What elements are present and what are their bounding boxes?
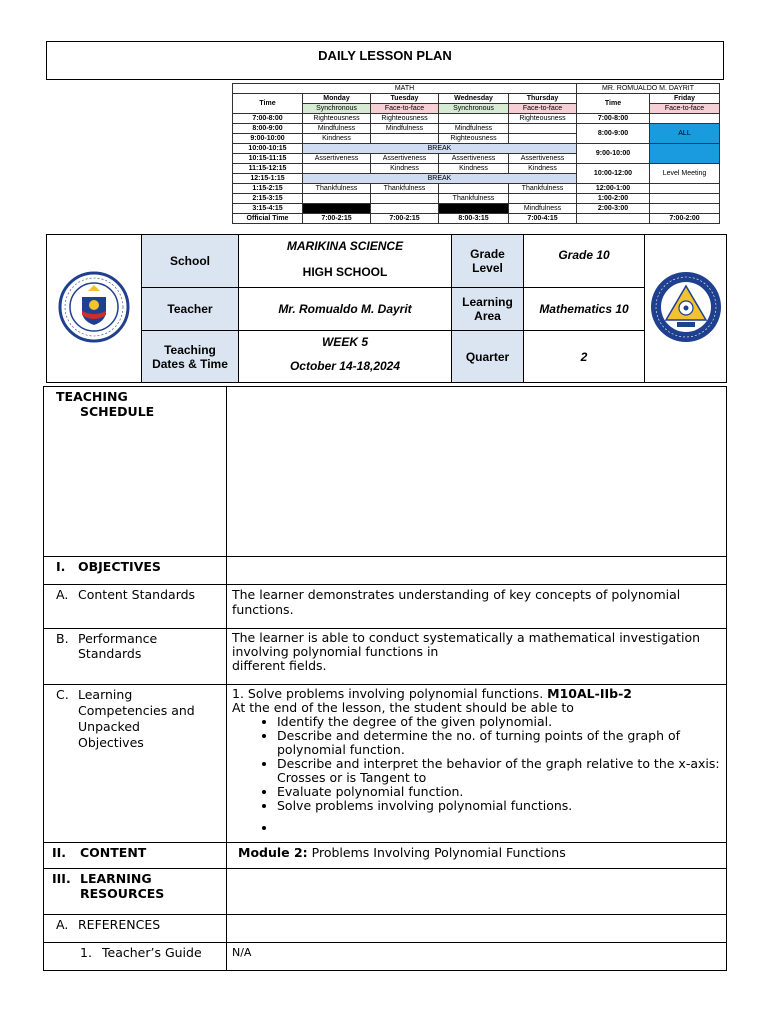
performance-text: The learner is able to conduct systematically a mathematical investigation involving polynomial functions in bbox=[232, 630, 701, 659]
content-value bbox=[227, 843, 727, 869]
right-time: 7:00-8:00 bbox=[577, 114, 650, 124]
cell bbox=[439, 184, 509, 194]
cell: Thankfulness bbox=[509, 184, 577, 194]
row-time: 10:00-10:15 bbox=[233, 144, 303, 154]
references-text: REFERENCES bbox=[78, 917, 161, 932]
mode-friday: Face-to-face bbox=[650, 104, 720, 114]
mode-monday: Synchronous bbox=[303, 104, 371, 114]
competencies-line: Objectives bbox=[78, 735, 144, 750]
objective-item bbox=[277, 821, 721, 835]
content-standards-text: Content Standards bbox=[78, 587, 196, 602]
deped-seal-icon bbox=[58, 271, 130, 343]
time-header-right: Time bbox=[577, 94, 650, 114]
cell: Righteousness bbox=[439, 134, 509, 144]
mode-thursday: Face-to-face bbox=[509, 104, 577, 114]
references-label bbox=[44, 915, 227, 943]
teachers-guide-label bbox=[44, 943, 227, 971]
quarter-label: Quarter bbox=[452, 331, 524, 383]
cell: Thankfulness bbox=[303, 184, 371, 194]
area-value: Mathematics 10 bbox=[524, 288, 645, 331]
official-time: 7:00-4:15 bbox=[509, 214, 577, 224]
cell: Mindfulness bbox=[439, 124, 509, 134]
dates-label-line: Teaching bbox=[164, 342, 216, 357]
official-time: 7:00-2:15 bbox=[303, 214, 371, 224]
schedule-table bbox=[232, 83, 720, 224]
objective-item: • Describe and determine the no. of turning points of the graph of polynomial function. bbox=[277, 729, 721, 757]
right-time: 2:00-3:00 bbox=[577, 204, 650, 214]
school-label: School bbox=[142, 235, 239, 288]
references-value bbox=[227, 915, 727, 943]
day-monday: Monday bbox=[303, 94, 371, 104]
cell: Mindfulness bbox=[371, 124, 439, 134]
friday-blue-cell bbox=[650, 144, 720, 164]
grade-label-line: Level bbox=[472, 261, 503, 275]
performance-standards-label bbox=[44, 629, 227, 685]
mode-tuesday: Face-to-face bbox=[371, 104, 439, 114]
friday-meeting: Level Meeting bbox=[650, 164, 720, 184]
break-row: BREAK bbox=[303, 144, 577, 154]
cell: Mindfulness bbox=[303, 124, 371, 134]
friday-cell bbox=[650, 184, 720, 194]
break-row: BREAK bbox=[303, 174, 577, 184]
objective-item: • Identify the degree of the given polynomial. bbox=[277, 715, 721, 729]
competencies-line: Competencies and bbox=[78, 703, 195, 718]
row-time: 2:15-3:15 bbox=[233, 194, 303, 204]
competencies-label bbox=[44, 685, 227, 843]
objective-item: • Describe and interpret the behavior of the graph relative to the x-axis: Crosses or is Tangent to bbox=[277, 757, 721, 785]
mode-wednesday: Synchronous bbox=[439, 104, 509, 114]
right-time: 9:00-10:00 bbox=[577, 144, 650, 164]
row-time: 12:15-1:15 bbox=[233, 174, 303, 184]
cell bbox=[577, 214, 650, 224]
cell bbox=[371, 194, 439, 204]
area-label-line: Area bbox=[474, 309, 501, 323]
cell bbox=[303, 194, 371, 204]
mshs-seal bbox=[645, 235, 727, 383]
competency-intro: At the end of the lesson, the student should be able to bbox=[232, 700, 574, 715]
cell: Kindness bbox=[303, 134, 371, 144]
day-tuesday: Tuesday bbox=[371, 94, 439, 104]
school-value bbox=[239, 235, 452, 288]
row-time: 11:15-12:15 bbox=[233, 164, 303, 174]
row-time: 8:00-9:00 bbox=[233, 124, 303, 134]
teachers-guide-value: N/A bbox=[227, 943, 727, 971]
cell bbox=[371, 204, 439, 214]
teacher-value: Mr. Romualdo M. Dayrit bbox=[239, 288, 452, 331]
cell bbox=[509, 194, 577, 204]
right-time: 8:00-9:00 bbox=[577, 124, 650, 144]
cell: Thankfulness bbox=[371, 184, 439, 194]
official-time: 7:00-2:15 bbox=[371, 214, 439, 224]
school-line-1: MARIKINA SCIENCE bbox=[286, 239, 404, 253]
dates-value bbox=[239, 331, 452, 383]
deped-seal bbox=[47, 235, 142, 383]
resources-line: RESOURCES bbox=[80, 886, 165, 901]
area-label bbox=[452, 288, 524, 331]
week-value: WEEK 5 bbox=[321, 334, 368, 349]
objective-item: • Solve problems involving polynomial functions. bbox=[277, 799, 721, 813]
friday-all: ALL bbox=[650, 124, 720, 144]
resources-value bbox=[227, 869, 727, 915]
cell: Righteousness bbox=[509, 114, 577, 124]
teaching-schedule-line: TEACHING bbox=[56, 389, 128, 404]
teacher-label: Teacher bbox=[142, 288, 239, 331]
official-time: 8:00-3:15 bbox=[439, 214, 509, 224]
item-number: 1. bbox=[80, 945, 92, 960]
cell bbox=[371, 134, 439, 144]
cell bbox=[439, 114, 509, 124]
cell bbox=[509, 124, 577, 134]
competencies-line: Unpacked bbox=[78, 719, 140, 734]
module-text: Problems Involving Polynomial Functions bbox=[311, 845, 566, 860]
item-letter: B. bbox=[56, 631, 69, 646]
dates-label bbox=[142, 331, 239, 383]
item-letter: A. bbox=[56, 587, 69, 602]
teaching-schedule-label bbox=[44, 387, 227, 557]
resources-label bbox=[44, 869, 227, 915]
competencies-value bbox=[227, 685, 727, 843]
grade-label bbox=[452, 235, 524, 288]
friday-cell bbox=[650, 114, 720, 124]
performance-line: Standards bbox=[78, 646, 142, 661]
cell: Assertiveness bbox=[509, 154, 577, 164]
objectives-text: OBJECTIVES bbox=[78, 559, 161, 574]
content-text: CONTENT bbox=[80, 845, 147, 860]
schedule-teacher-name: MR. ROMUALDO M. DAYRIT bbox=[577, 84, 720, 94]
performance-standards-value bbox=[227, 629, 727, 685]
resources-line: LEARNING bbox=[80, 871, 152, 886]
area-label-line: Learning bbox=[462, 295, 513, 309]
competencies-line: Learning bbox=[78, 687, 133, 702]
teachers-guide-text: Teacher’s Guide bbox=[102, 945, 202, 960]
mshs-seal-icon bbox=[649, 270, 723, 344]
row-time: 7:00-8:00 bbox=[233, 114, 303, 124]
teaching-schedule-line: SCHEDULE bbox=[80, 404, 155, 419]
objectives-list bbox=[232, 715, 721, 835]
cell: Assertiveness bbox=[439, 154, 509, 164]
section-number: II. bbox=[52, 845, 67, 860]
cell: Thankfulness bbox=[439, 194, 509, 204]
blocked-cell bbox=[439, 204, 509, 214]
friday-cell bbox=[650, 194, 720, 204]
content-label bbox=[44, 843, 227, 869]
row-time: 9:00-10:00 bbox=[233, 134, 303, 144]
cell bbox=[509, 134, 577, 144]
school-line-2: HIGH SCHOOL bbox=[302, 265, 388, 279]
objectives-value bbox=[227, 557, 727, 585]
time-header: Time bbox=[233, 94, 303, 114]
performance-line: Performance bbox=[78, 631, 158, 646]
teaching-schedule-value bbox=[227, 387, 727, 557]
competency-lead bbox=[232, 687, 721, 701]
schedule-subject: MATH bbox=[233, 84, 577, 94]
grade-label-line: Grade bbox=[470, 247, 505, 261]
official-label: Official Time bbox=[233, 214, 303, 224]
cell: Mindfulness bbox=[509, 204, 577, 214]
row-time: 3:15-4:15 bbox=[233, 204, 303, 214]
row-time: 1:15-2:15 bbox=[233, 184, 303, 194]
quarter-value: 2 bbox=[524, 331, 645, 383]
section-number: III. bbox=[52, 871, 71, 886]
competency-lead-text: 1. Solve problems involving polynomial functions. bbox=[232, 686, 544, 701]
cell: Righteousness bbox=[371, 114, 439, 124]
cell: Righteousness bbox=[303, 114, 371, 124]
section-number: I. bbox=[56, 559, 66, 574]
right-time: 12:00-1:00 bbox=[577, 184, 650, 194]
module-label: Module 2: bbox=[238, 845, 308, 860]
friday-official-time: 7:00-2:00 bbox=[650, 214, 720, 224]
blocked-cell bbox=[303, 204, 371, 214]
day-thursday: Thursday bbox=[509, 94, 577, 104]
lesson-plan-title: DAILY LESSON PLAN bbox=[46, 41, 724, 80]
grade-value: Grade 10 bbox=[524, 235, 645, 288]
right-time: 10:00-12:00 bbox=[577, 164, 650, 184]
content-standards-value: The learner demonstrates understanding of key concepts of polynomial functions. bbox=[227, 585, 727, 629]
day-friday: Friday bbox=[650, 94, 720, 104]
competency-code: M10AL-IIb-2 bbox=[547, 686, 632, 701]
content-standards-label bbox=[44, 585, 227, 629]
cell: Assertiveness bbox=[303, 154, 371, 164]
cell: Kindness bbox=[439, 164, 509, 174]
cell: Assertiveness bbox=[371, 154, 439, 164]
cell bbox=[303, 164, 371, 174]
objective-item: • Evaluate polynomial function. bbox=[277, 785, 721, 799]
lesson-table bbox=[43, 386, 727, 971]
row-time: 10:15-11:15 bbox=[233, 154, 303, 164]
friday-cell bbox=[650, 204, 720, 214]
day-wednesday: Wednesday bbox=[439, 94, 509, 104]
item-letter: C. bbox=[56, 687, 69, 702]
cell: Kindness bbox=[509, 164, 577, 174]
school-info-table bbox=[46, 234, 727, 383]
objectives-label bbox=[44, 557, 227, 585]
date-range-value: October 14-18,2024 bbox=[289, 358, 401, 373]
cell: Kindness bbox=[371, 164, 439, 174]
item-letter: A. bbox=[56, 917, 69, 932]
dates-label-line: Dates & Time bbox=[152, 356, 228, 371]
right-time: 1:00-2:00 bbox=[577, 194, 650, 204]
performance-text: different fields. bbox=[232, 658, 327, 673]
